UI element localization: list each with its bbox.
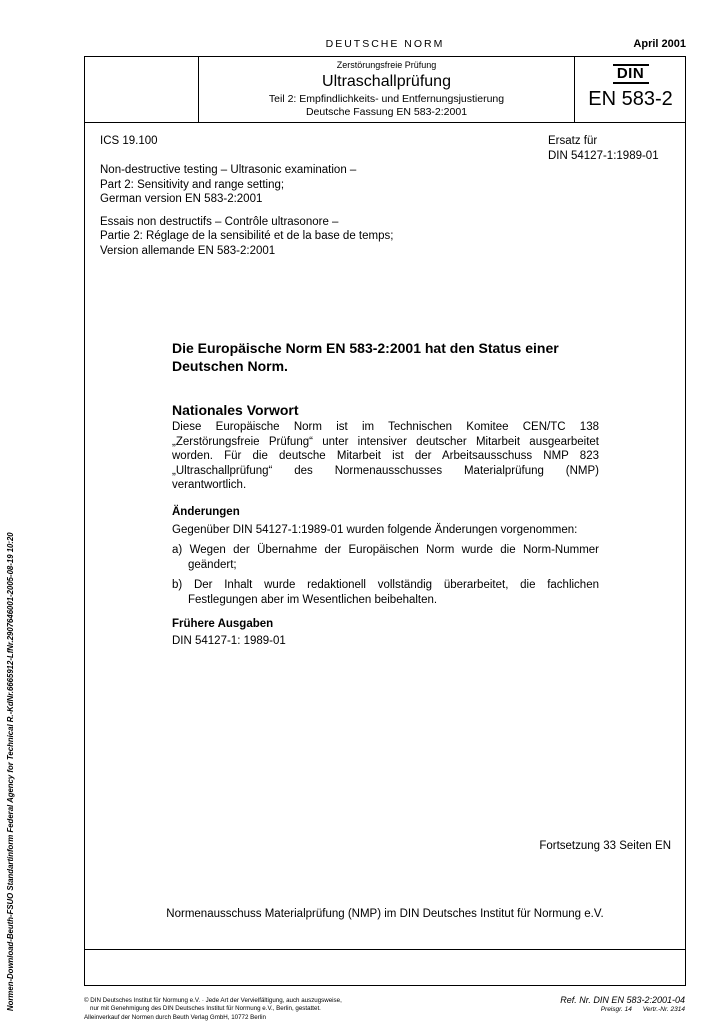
english-title-line: German version EN 583-2:2001 <box>100 193 263 205</box>
subject: Zerstörungsfreie Prüfung <box>336 60 437 70</box>
din-logo: DIN <box>613 64 649 84</box>
previous-editions-text: DIN 54127-1: 1989-01 <box>172 635 286 648</box>
footer-reference <box>560 995 685 1013</box>
status-statement: Die Europäische Norm EN 583-2:2001 hat den Status einer Deutschen Norm. <box>172 340 559 374</box>
translated-titles <box>100 163 440 266</box>
foreword-text: Diese Europäische Norm ist im Technischen Komitee CEN/TC 138 „Zerstörungsfreie Prüfung“ unter intensiver deutscher Mitarbeit ausgearbeitet worden. Für die deutsche Mitarbeit ist der Arbeitsausschuss NMP 823 „Ultraschallprüfung“ des Normenausschusses Materialprüfung (NMP) verantwortlich. <box>172 421 599 492</box>
english-title-line: Part 2: Sensitivity and range setting; <box>100 178 285 191</box>
distribution-number: Vertr.-Nr. 2314 <box>642 1006 685 1013</box>
french-title-line: Essais non destructifs – Contrôle ultrasonore – <box>100 215 339 228</box>
main-title: Ultraschallprüfung <box>322 73 451 90</box>
english-title-line: Non-destructive testing – Ultrasonic examination – <box>100 164 357 176</box>
replaces-block <box>548 134 659 163</box>
copyright-line: © DIN Deutsches Institut für Normung e.V. · Jede Art der Vervielfältigung, auch auszugsweise, <box>84 997 342 1004</box>
committee-line: Normenausschuss Materialprüfung (NMP) im DIN Deutsches Institut für Normung e.V. <box>166 908 604 920</box>
header-bar <box>84 38 686 54</box>
copyright-line: nur mit Genehmigung des DIN Deutsches Institut für Normung e.V., Berlin, gestattet. <box>90 1005 321 1013</box>
english-title <box>100 163 440 207</box>
reference-number: Ref. Nr. DIN EN 583-2:2001-04 <box>560 995 685 1005</box>
french-title-line: Partie 2: Réglage de la sensibilité et de la base de temps; <box>100 230 394 242</box>
change-item: b) Der Inhalt wurde redaktionell vollständig überarbeitet, die fachlichen Festlegungen aber im Wesentlichen beibehalten. <box>172 579 599 606</box>
replaces-value: DIN 54127-1:1989-01 <box>548 149 659 162</box>
header-box-left <box>85 57 199 123</box>
price-group: Preisgr. 14 <box>600 1006 632 1013</box>
replaces-label: Ersatz für <box>548 135 598 147</box>
ics-code: ICS 19.100 <box>100 135 158 147</box>
french-title <box>100 215 440 259</box>
foreword-heading: Nationales Vorwort <box>172 402 299 418</box>
issue-date: April 2001 <box>633 38 686 50</box>
header-box-title <box>199 57 575 123</box>
changes-heading: Änderungen <box>172 506 240 518</box>
part-title: Teil 2: Empfindlichkeits- und Entfernungsjustierung <box>268 93 505 105</box>
french-title-line: Version allemande EN 583-2:2001 <box>100 244 276 257</box>
norm-title: DEUTSCHE NORM <box>325 38 445 50</box>
price-info <box>560 1006 685 1013</box>
changes-intro: Gegenüber DIN 54127-1:1989-01 wurden folgende Änderungen vorgenommen: <box>172 523 578 536</box>
bottom-divider <box>85 949 685 950</box>
change-item: a) Wegen der Übernahme der Europäischen Norm wurde die Norm-Nummer geändert; <box>172 544 599 571</box>
sales-line: Alleinverkauf der Normen durch Beuth Verlag GmbH, 10772 Berlin <box>84 1014 266 1022</box>
continuation-note: Fortsetzung 33 Seiten EN <box>539 840 671 852</box>
previous-editions-heading: Frühere Ausgaben <box>172 617 274 630</box>
version-line: Deutsche Fassung EN 583-2:2001 <box>305 106 468 118</box>
header-box-number <box>575 57 686 123</box>
changes-section <box>172 505 599 649</box>
download-watermark: Normen-Download-Beuth-FSUO Standartinform Federal Agency for Technical R.-KdNr.6665912-LfNr.2907646001-2005-08-19 10:20 <box>6 532 15 1011</box>
standard-number: EN 583-2 <box>588 88 673 110</box>
footer-copyright <box>84 997 444 1023</box>
